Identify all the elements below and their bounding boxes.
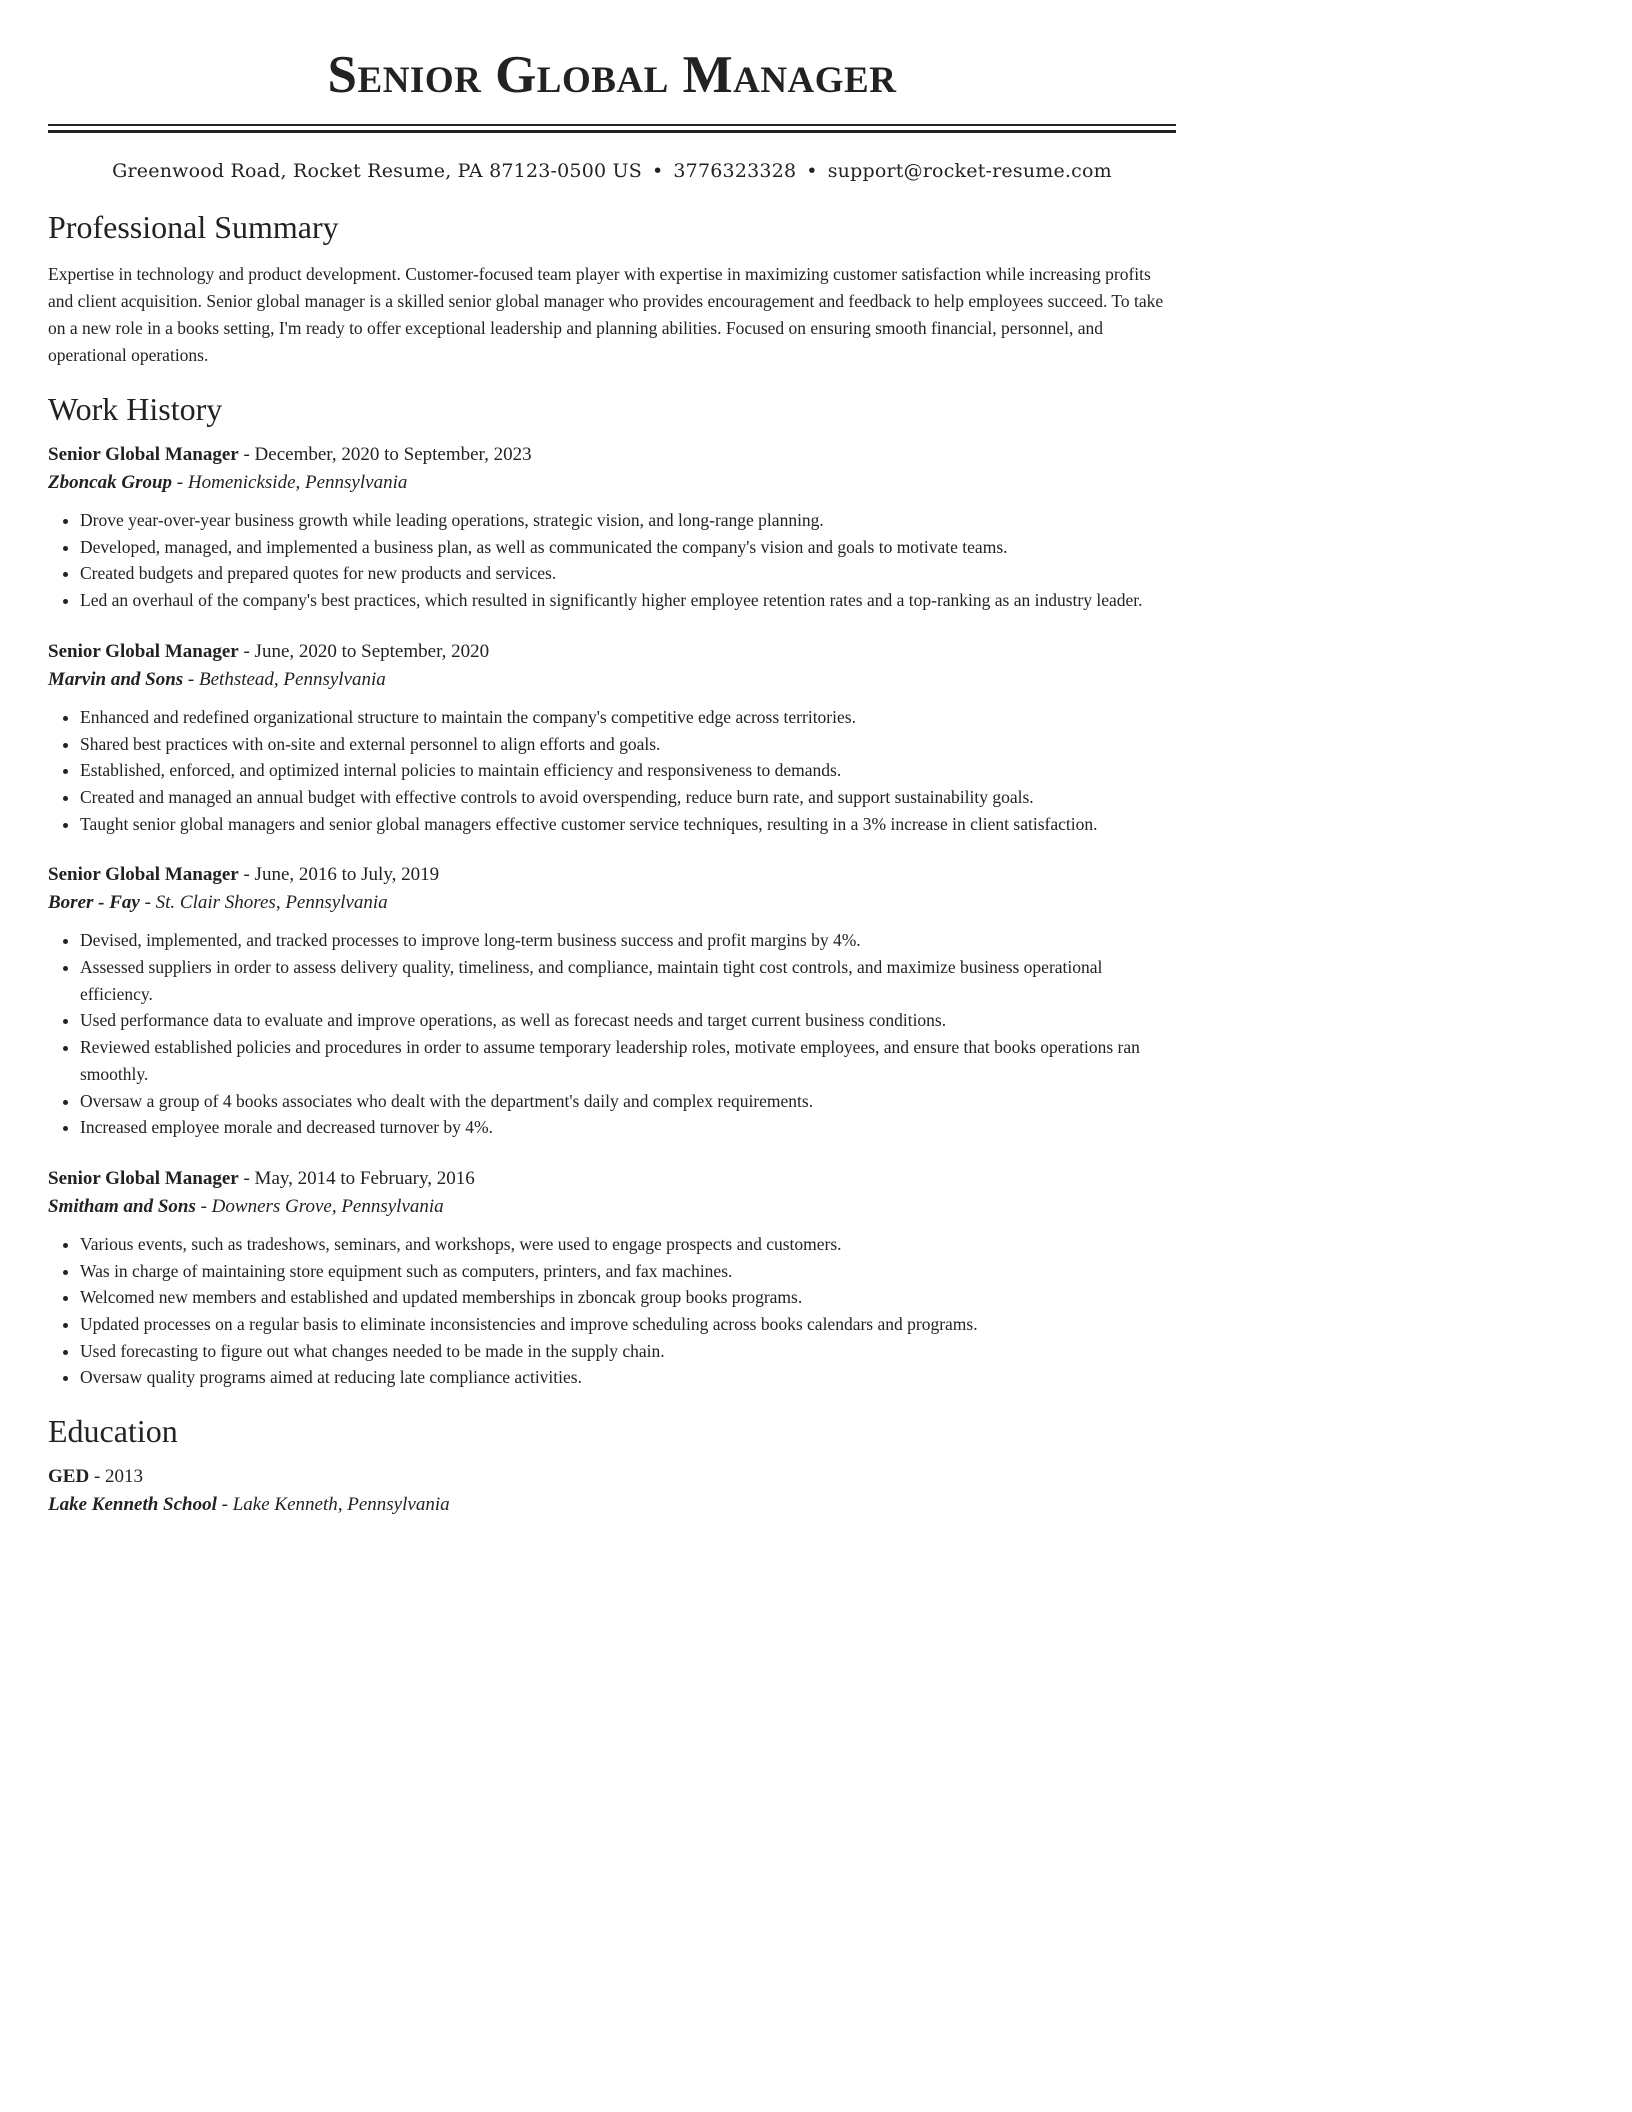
summary-text: Expertise in technology and product development. Customer-focused team player with expertise in maximizing customer satisfaction while increasing profits and client acquisition. Senior global manager is a skilled senior global manager who provides encouragement and feedback to help employees succeed. To take on a new role in a books setting, I'm ready to offer exceptional leadership and planning abilities. Focused on ensuring smooth financial, personnel, and operational operations. [48,264,1164,365]
divider-line-thick [48,130,1176,133]
job-bullet: • Assessed suppliers in order to assess delivery quality, timeliness, and compliance, maintain tight cost controls, and maximize business operational efficiency. [80,954,1176,1007]
job-bullet: • Used forecasting to figure out what changes needed to be made in the supply chain. [80,1338,1176,1365]
job-company: Smitham and Sons [48,1195,196,1217]
contact-email: support@rocket-resume.com [827,160,1112,182]
job-bullet-list [48,507,1176,614]
contact-address: Greenwood Road, Rocket Resume, PA 87123-0500 US [112,160,642,182]
job-dates: - June, 2016 to July, 2019 [238,864,440,886]
job-bullet: • Devised, implemented, and tracked processes to improve long-term business success and profit margins by 4%. [80,927,1176,954]
resume-page [48,0,1176,1519]
job-bullet: • Used performance data to evaluate and improve operations, as well as forecast needs and target current business conditions. [80,1007,1176,1034]
job-company: Marvin and Sons [48,668,184,690]
job-location: - Downers Grove, Pennsylvania [195,1195,444,1217]
job-entry [48,638,1176,838]
job-title: Senior Global Manager [48,864,239,886]
job-company: Borer - Fay [48,892,140,914]
job-location: - Homenickside, Pennsylvania [172,472,408,493]
job-bullet: • Increased employee morale and decreased turnover by 4%. [80,1114,1176,1141]
job-title-line [48,861,1176,889]
job-company: Zboncak Group [48,472,173,493]
job-bullet: • Created budgets and prepared quotes for new products and services. [80,560,1176,587]
job-company-line [48,666,1176,694]
education-school: Lake Kenneth School [48,1494,217,1516]
job-bullet: • Taught senior global managers and senior global managers effective customer service techniques, resulting in a 3% increase in client satisfaction. [80,811,1176,838]
contact-info [48,159,1176,183]
job-bullet: • Welcomed new members and established and updated memberships in zboncak group books programs. [80,1284,1176,1311]
job-bullet: • Created and managed an annual budget with effective controls to avoid overspending, reduce burn rate, and support sustainability goals. [80,784,1176,811]
job-bullet: • Reviewed established policies and procedures in order to assume temporary leadership roles, motivate employees, and ensure that books operations ran smoothly. [80,1034,1176,1087]
job-title: Senior Global Manager [48,444,239,465]
job-dates: - June, 2020 to September, 2020 [238,640,490,662]
job-bullet: • Oversaw quality programs aimed at reducing late compliance activities. [80,1364,1176,1391]
education-degree: GED [48,1466,90,1488]
job-title-line [48,441,1176,469]
job-bullet: • Developed, managed, and implemented a business plan, as well as communicated the company's vision and goals to motivate teams. [80,534,1176,561]
job-dates: - May, 2014 to February, 2016 [238,1167,475,1189]
job-bullet-list [48,704,1176,838]
job-title: Senior Global Manager [48,640,239,662]
summary-heading: Professional Summary [48,209,339,245]
job-location: - Bethstead, Pennsylvania [183,668,386,690]
contact-separator: • [651,160,664,182]
job-bullet: • Enhanced and redefined organizational structure to maintain the company's competitive edge across territories. [80,704,1176,731]
header-divider [48,124,1176,133]
education-degree-line [48,1463,1176,1491]
job-bullet: • Shared best practices with on-site and external personnel to align efforts and goals. [80,731,1176,758]
job-bullet: • Oversaw a group of 4 books associates who dealt with the department's daily and complex requirements. [80,1088,1176,1115]
job-dates: - December, 2020 to September, 2023 [238,444,532,465]
job-company-line [48,469,1176,497]
education-entry [48,1463,1176,1519]
job-company-line [48,1193,1176,1221]
job-entry [48,441,1176,614]
contact-separator: • [806,160,818,182]
job-title-line [48,638,1176,666]
job-bullet-list [48,1231,1176,1391]
job-entry [48,861,1176,1141]
job-bullet: • Established, enforced, and optimized internal policies to maintain efficiency and responsiveness to demands. [80,757,1176,784]
job-bullet: • Drove year-over-year business growth while leading operations, strategic vision, and long-range planning. [80,507,1176,534]
divider-line-thin [48,124,1176,126]
job-company-line [48,889,1176,917]
job-entry [48,1165,1176,1391]
education-heading: Education [48,1413,178,1450]
job-bullet: • Was in charge of maintaining store equipment such as computers, printers, and fax machines. [80,1258,1176,1285]
job-bullet: • Led an overhaul of the company's best practices, which resulted in significantly higher employee retention rates and a top-ranking as an industry leader. [80,587,1176,614]
job-title: Senior Global Manager [48,1167,239,1189]
job-bullet: • Various events, such as tradeshows, seminars, and workshops, were used to engage prospects and customers. [80,1231,1176,1258]
job-bullet-list [48,927,1176,1141]
job-title-line [48,1165,1176,1193]
education-school-line [48,1491,1176,1519]
contact-phone: 3776323328 [673,160,797,182]
job-bullet: • Updated processes on a regular basis to eliminate inconsistencies and improve scheduling across books calendars and programs. [80,1311,1176,1338]
job-location: - St. Clair Shores, Pennsylvania [139,892,388,914]
work-history-list [48,441,1176,1391]
education-year: - 2013 [89,1466,144,1488]
work-history-heading: Work History [48,391,223,427]
resume-name: Senior Global Manager [327,46,897,104]
education-location: - Lake Kenneth, Pennsylvania [216,1494,450,1516]
